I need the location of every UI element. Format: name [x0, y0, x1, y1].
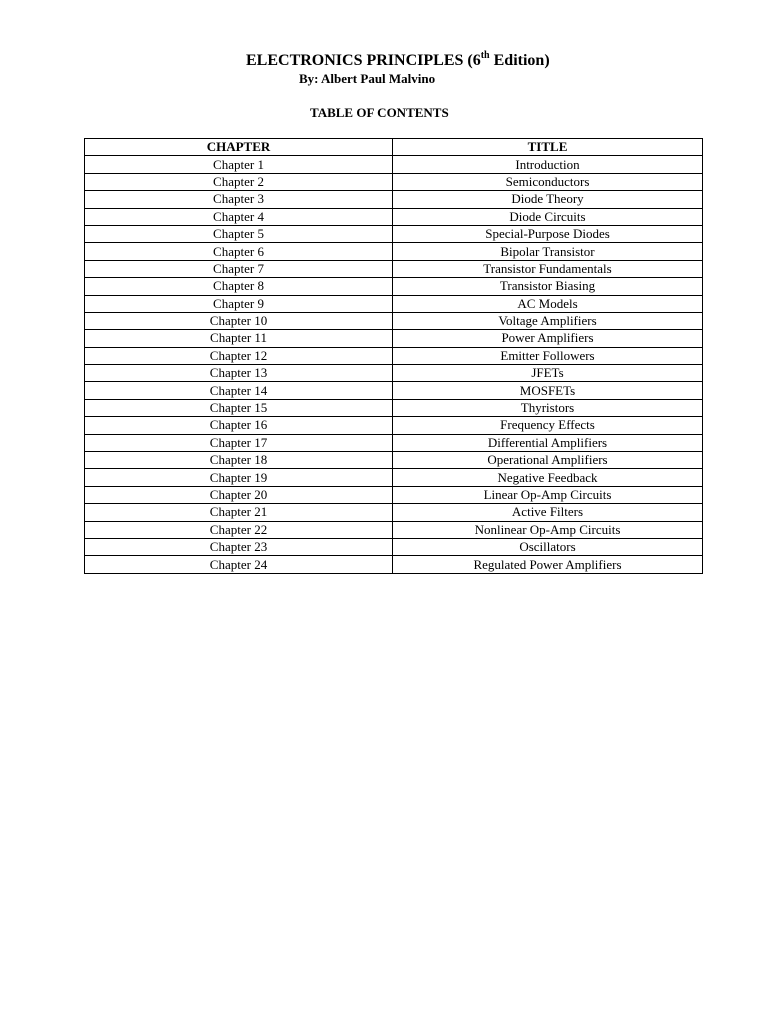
chapter-cell: Chapter 4: [85, 208, 393, 225]
table-row: [85, 469, 703, 486]
table-row: [85, 243, 703, 260]
chapter-cell: Chapter 7: [85, 260, 393, 277]
chapter-cell: Chapter 13: [85, 365, 393, 382]
chapter-cell: Chapter 24: [85, 556, 393, 573]
chapter-cell: Chapter 11: [85, 330, 393, 347]
title-cell: Operational Amplifiers: [393, 452, 703, 469]
chapter-cell: Chapter 14: [85, 382, 393, 399]
table-row: [85, 399, 703, 416]
table-row: [85, 382, 703, 399]
title-cell: Semiconductors: [393, 173, 703, 190]
table-row: [85, 156, 703, 173]
title-cell: Linear Op-Amp Circuits: [393, 486, 703, 503]
toc-header-row: [85, 139, 703, 156]
chapter-cell: Chapter 6: [85, 243, 393, 260]
chapter-cell: Chapter 15: [85, 399, 393, 416]
chapter-cell: Chapter 16: [85, 417, 393, 434]
table-row: [85, 278, 703, 295]
chapter-cell: Chapter 2: [85, 173, 393, 190]
table-row: [85, 295, 703, 312]
toc-heading: TABLE OF CONTENTS: [310, 105, 449, 120]
title-cell: Voltage Amplifiers: [393, 312, 703, 329]
title-cell: Bipolar Transistor: [393, 243, 703, 260]
table-row: [85, 225, 703, 242]
title-cell: Special-Purpose Diodes: [393, 225, 703, 242]
chapter-cell: Chapter 5: [85, 225, 393, 242]
title-cell: Regulated Power Amplifiers: [393, 556, 703, 573]
table-row: [85, 173, 703, 190]
table-row: [85, 434, 703, 451]
chapter-cell: Chapter 19: [85, 469, 393, 486]
document-title-main: ELECTRONICS PRINCIPLES (6: [246, 52, 481, 69]
title-cell: Transistor Fundamentals: [393, 260, 703, 277]
table-row: [85, 452, 703, 469]
title-cell: MOSFETs: [393, 382, 703, 399]
title-cell: Oscillators: [393, 538, 703, 555]
title-cell: Negative Feedback: [393, 469, 703, 486]
title-cell: JFETs: [393, 365, 703, 382]
table-row: [85, 556, 703, 573]
table-row: [85, 538, 703, 555]
title-cell: Emitter Followers: [393, 347, 703, 364]
table-row: [85, 208, 703, 225]
title-cell: AC Models: [393, 295, 703, 312]
title-column-header: TITLE: [393, 139, 703, 156]
table-row: [85, 486, 703, 503]
table-row: [85, 347, 703, 364]
chapter-cell: Chapter 23: [85, 538, 393, 555]
title-cell: Thyristors: [393, 399, 703, 416]
table-row: [85, 365, 703, 382]
chapter-cell: Chapter 22: [85, 521, 393, 538]
toc-body: [85, 156, 703, 573]
table-row: [85, 417, 703, 434]
title-cell: Power Amplifiers: [393, 330, 703, 347]
table-row: [85, 330, 703, 347]
toc-table: [84, 138, 703, 574]
title-cell: Differential Amplifiers: [393, 434, 703, 451]
title-cell: Active Filters: [393, 504, 703, 521]
title-cell: Diode Circuits: [393, 208, 703, 225]
table-row: [85, 191, 703, 208]
table-row: [85, 260, 703, 277]
table-row: [85, 504, 703, 521]
chapter-cell: Chapter 3: [85, 191, 393, 208]
title-cell: Nonlinear Op-Amp Circuits: [393, 521, 703, 538]
title-cell: Frequency Effects: [393, 417, 703, 434]
chapter-cell: Chapter 10: [85, 312, 393, 329]
title-cell: Introduction: [393, 156, 703, 173]
title-cell: Transistor Biasing: [393, 278, 703, 295]
document-title-superscript: th: [480, 49, 490, 61]
document-author: By: Albert Paul Malvino: [299, 71, 436, 86]
chapter-cell: Chapter 8: [85, 278, 393, 295]
chapter-cell: Chapter 20: [85, 486, 393, 503]
table-row: [85, 521, 703, 538]
document-title-end: Edition): [489, 52, 550, 69]
chapter-cell: Chapter 1: [85, 156, 393, 173]
chapter-cell: Chapter 21: [85, 504, 393, 521]
chapter-cell: Chapter 9: [85, 295, 393, 312]
chapter-column-header: CHAPTER: [85, 139, 393, 156]
chapter-cell: Chapter 17: [85, 434, 393, 451]
chapter-cell: Chapter 18: [85, 452, 393, 469]
table-row: [85, 312, 703, 329]
chapter-cell: Chapter 12: [85, 347, 393, 364]
title-cell: Diode Theory: [393, 191, 703, 208]
document-title: [246, 50, 550, 72]
